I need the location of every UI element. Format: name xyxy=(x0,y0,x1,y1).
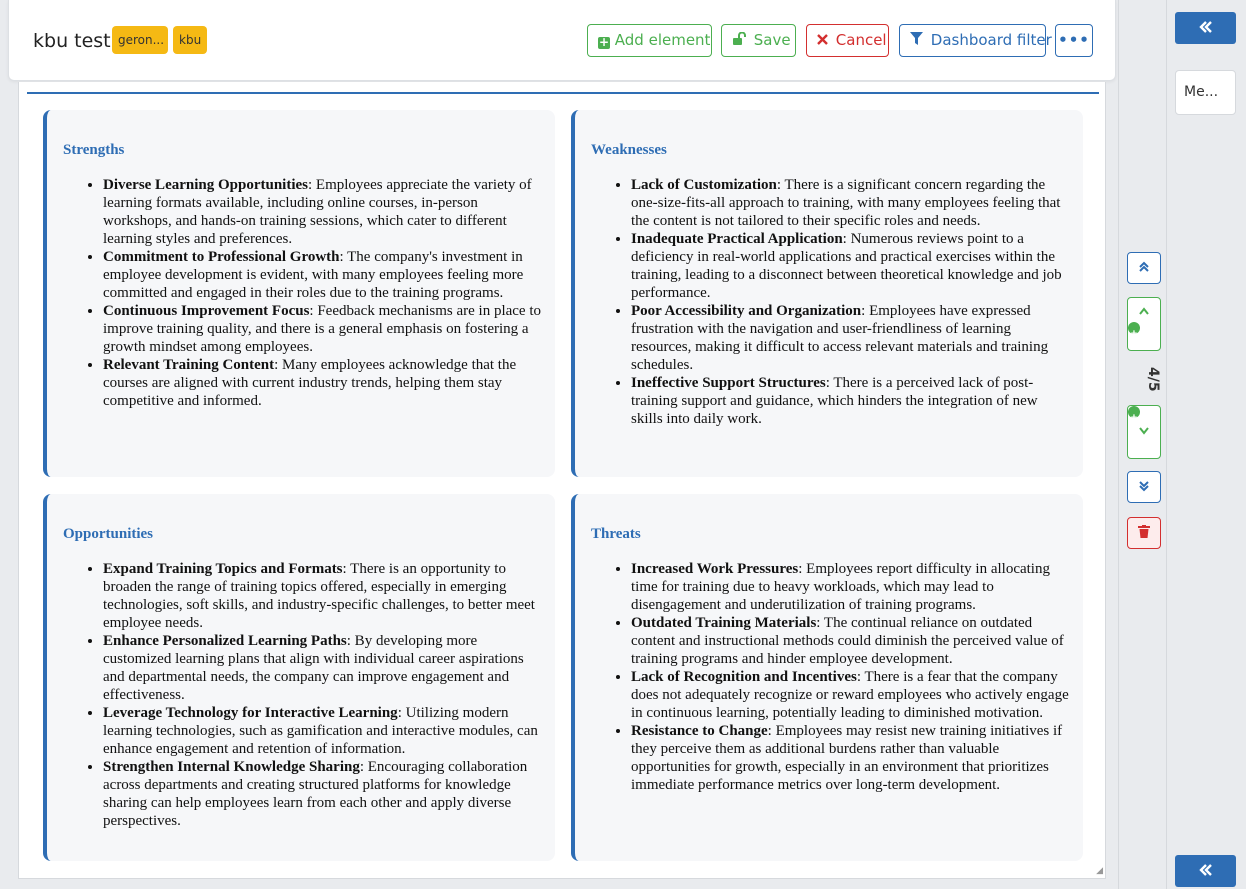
list-item xyxy=(103,248,541,302)
plus-circle-icon: + xyxy=(1128,322,1160,334)
add-below-button[interactable] xyxy=(1127,405,1161,459)
strengths-list xyxy=(103,176,541,410)
list-item-heading: Inadequate Practical Application xyxy=(631,231,843,247)
list-item xyxy=(103,560,541,632)
list-item-text: : Many employees acknowledge that the courses are aligned with current industry trends, helping them stay competitive and informed. xyxy=(103,357,517,409)
list-item-text: : There is a perceived lack of post-training support and guidance, which hinders the integration of new skills into daily work. xyxy=(631,375,1038,427)
list-item-text: : Utilizing modern learning technologies, such as gamification and interactive modules, can enhance engagement and retention of information. xyxy=(103,705,538,757)
double-chevron-up-icon xyxy=(1138,260,1150,276)
list-item-text: : Feedback mechanisms are in place to improve training quality, and there is a general emphasis on fostering a growth mindset among employees. xyxy=(103,303,541,355)
close-icon xyxy=(817,25,828,56)
opportunities-list xyxy=(103,560,541,830)
list-item xyxy=(631,302,1069,374)
resize-handle-icon[interactable]: ◢ xyxy=(1096,865,1103,875)
list-item xyxy=(103,302,541,356)
add-element-button[interactable] xyxy=(587,24,712,57)
page-indicator: 4/5 xyxy=(1145,366,1161,392)
delete-element-button[interactable] xyxy=(1127,517,1161,549)
plus-square-icon: + xyxy=(598,35,610,49)
list-item-text: : There is an opportunity to broaden the range of training topics offered, especially in emerging technologies, soft skills, and industry-specific challenges, to better meet employee needs. xyxy=(103,561,535,631)
list-item-text: : By developing more customized learning plans that align with individual career aspirations and departmental needs, the company can improve engagement and effectiveness. xyxy=(103,633,524,703)
list-item xyxy=(631,560,1069,614)
list-item-text: : Encouraging collaboration across departments and creating structured platforms for knowledge sharing can help employees learn from each other and apply diverse perspectives. xyxy=(103,759,528,829)
list-item-heading: Commitment to Professional Growth xyxy=(103,249,340,265)
list-item-heading: Poor Accessibility and Organization xyxy=(631,303,862,319)
plus-circle-icon: + xyxy=(1128,406,1160,418)
save-button[interactable] xyxy=(721,24,796,57)
right-sidebar xyxy=(1166,0,1246,889)
trash-icon xyxy=(1138,525,1150,541)
list-item-text: : Employees may resist new training initiatives if they perceive them as additional burdens rather than valuable opportunities for growth, especially in an environment that prioritizes immediate performance metrics over long-term development. xyxy=(631,723,1063,793)
list-item-heading: Expand Training Topics and Formats xyxy=(103,561,343,577)
list-item-text: : Employees report difficulty in allocating time for training due to heavy workloads, which may lead to disengagement and underutilization of training programs. xyxy=(631,561,1050,613)
card-title: Threats xyxy=(591,526,641,542)
list-item xyxy=(631,230,1069,302)
card-title: Strengths xyxy=(63,142,125,158)
list-item xyxy=(103,632,541,704)
add-above-button[interactable] xyxy=(1127,297,1161,351)
list-item-heading: Lack of Customization xyxy=(631,177,777,193)
list-item xyxy=(103,758,541,830)
collapse-sidebar-button[interactable] xyxy=(1175,12,1236,44)
list-item xyxy=(103,356,541,410)
double-chevron-left-icon xyxy=(1199,860,1213,880)
card-title: Weaknesses xyxy=(591,142,667,158)
element-nav-column xyxy=(1118,0,1166,889)
add-element-label: Add element xyxy=(614,31,711,49)
unlock-icon xyxy=(732,25,746,56)
list-item xyxy=(631,374,1069,428)
swot-card-threats xyxy=(571,494,1083,861)
swot-card-weaknesses xyxy=(571,110,1083,477)
list-item-text: : Numerous reviews point to a deficiency in real-world applications and practical exercises within the training, leading to a disconnect between theoretical knowledge and job performance. xyxy=(631,231,1062,301)
tag-badge[interactable]: kbu xyxy=(173,26,207,54)
more-options-button[interactable]: ••• xyxy=(1055,24,1093,57)
list-item xyxy=(103,704,541,758)
collapse-sidebar-button[interactable] xyxy=(1175,855,1236,887)
list-item-text: : The continual reliance on outdated content and instructional methods could diminish the perceived value of training programs and hinder employee development. xyxy=(631,615,1064,667)
list-item-text: : There is a significant concern regarding the one-size-fits-all approach to training, with many employees feeling that the content is not tailored to their specific roles and needs. xyxy=(631,177,1061,229)
move-to-top-button[interactable] xyxy=(1127,252,1161,284)
list-item-heading: Ineffective Support Structures xyxy=(631,375,826,391)
dashboard-filter-button[interactable] xyxy=(899,24,1052,57)
menu-item[interactable]: Me... xyxy=(1175,70,1236,115)
double-chevron-down-icon xyxy=(1138,479,1150,495)
tag-badge[interactable]: geron... xyxy=(112,26,168,54)
weaknesses-list xyxy=(631,176,1069,428)
list-item-heading: Lack of Recognition and Incentives xyxy=(631,669,857,685)
cancel-label: Cancel xyxy=(835,31,887,49)
list-item xyxy=(103,176,541,248)
threats-list xyxy=(631,560,1069,794)
filter-icon xyxy=(910,25,923,56)
dashboard-header xyxy=(8,0,1116,81)
list-item-heading: Increased Work Pressures xyxy=(631,561,799,577)
list-item xyxy=(631,722,1069,794)
list-item xyxy=(631,668,1069,722)
list-item-heading: Continuous Improvement Focus xyxy=(103,303,310,319)
dashboard-canvas xyxy=(18,82,1106,879)
list-item xyxy=(631,614,1069,668)
list-item-heading: Relevant Training Content xyxy=(103,357,275,373)
move-to-bottom-button[interactable] xyxy=(1127,471,1161,503)
element-top-border xyxy=(27,92,1099,94)
page-title: kbu test xyxy=(33,30,111,52)
cancel-button[interactable] xyxy=(806,24,889,57)
list-item-heading: Enhance Personalized Learning Paths xyxy=(103,633,347,649)
chevron-up-icon xyxy=(1128,298,1160,322)
list-item-heading: Outdated Training Materials xyxy=(631,615,817,631)
list-item-text: : Employees appreciate the variety of learning formats available, including online courses, in-person workshops, and hands-on training sessions, which cater to different learning styles and preferences. xyxy=(103,177,532,247)
list-item-heading: Diverse Learning Opportunities xyxy=(103,177,308,193)
list-item xyxy=(631,176,1069,230)
swot-card-opportunities xyxy=(43,494,555,861)
filter-label: Dashboard filter xyxy=(930,31,1052,49)
list-item-heading: Resistance to Change xyxy=(631,723,768,739)
list-item-text: : Employees have expressed frustration with the navigation and user-friendliness of learning resources, making it difficult to access relevant materials and training schedules. xyxy=(631,303,1049,373)
list-item-heading: Strengthen Internal Knowledge Sharing xyxy=(103,759,360,775)
list-item-heading: Leverage Technology for Interactive Learning xyxy=(103,705,398,721)
list-item-text: : There is a fear that the company does not adequately recognize or reward employees who actively engage in continuous learning, potentially leading to diminished motivation. xyxy=(631,669,1069,721)
list-item-text: : The company's investment in employee development is evident, with many employees feeling more committed and engaged in their roles due to the training programs. xyxy=(103,249,524,301)
card-title: Opportunities xyxy=(63,526,154,542)
swot-card-strengths xyxy=(43,110,555,477)
double-chevron-left-icon xyxy=(1199,17,1213,37)
save-label: Save xyxy=(753,31,791,49)
